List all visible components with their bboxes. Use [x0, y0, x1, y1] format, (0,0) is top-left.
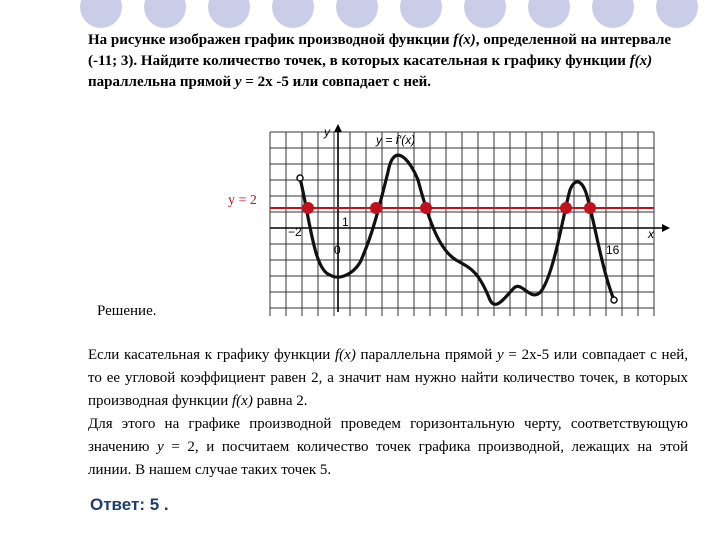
- tick-label-0: 0: [334, 243, 341, 257]
- derivative-graph: [228, 120, 670, 320]
- curve-open-end: [611, 297, 617, 303]
- intersection-point: [370, 202, 382, 214]
- x-axis-label: x: [648, 227, 654, 241]
- function-label: y = f′(x): [376, 133, 416, 147]
- y-axis-arrow: [334, 124, 342, 132]
- solution-heading: Решение.: [97, 303, 157, 319]
- grid: [270, 132, 654, 316]
- tick-label-16: 16: [606, 243, 620, 257]
- problem-text: На рисунке изображен график производной функции f(x), определенной на интервале (-11; 3). Найдите количество точек, в которых касательная к графику функции f(x) параллельна прямой y = 2x -5 или совпадает с ней.: [88, 32, 672, 90]
- tick-label-1: 1: [342, 215, 349, 229]
- intersection-point: [560, 202, 572, 214]
- intersection-point: [302, 202, 314, 214]
- answer: Ответ: 5 .: [90, 495, 169, 514]
- intersection-point: [584, 202, 596, 214]
- y-axis-label: y: [324, 125, 330, 139]
- intersection-point: [420, 202, 432, 214]
- x-axis-arrow: [662, 224, 670, 232]
- solution-text: Если касательная к графику функции f(x) параллельна прямой y = 2x-5 или совпадает с ней, то ее угловой коэффициент равен 2, а значит нам нужно найти количество точек, в которых производная функции f(x) равна 2. Для этого на графике производной проведем горизонтальную черту, соответствующую значению y = 2, и посчитаем количество точек графика производной, лежащих на этой линии. В нашем случае таких точек 5.: [88, 347, 689, 478]
- derivative-curve: [300, 155, 614, 304]
- decorative-circles: [80, 0, 720, 26]
- line-label: y = 2: [228, 193, 257, 208]
- tick-label-neg2: −2: [288, 225, 302, 239]
- curve-open-start: [297, 175, 303, 181]
